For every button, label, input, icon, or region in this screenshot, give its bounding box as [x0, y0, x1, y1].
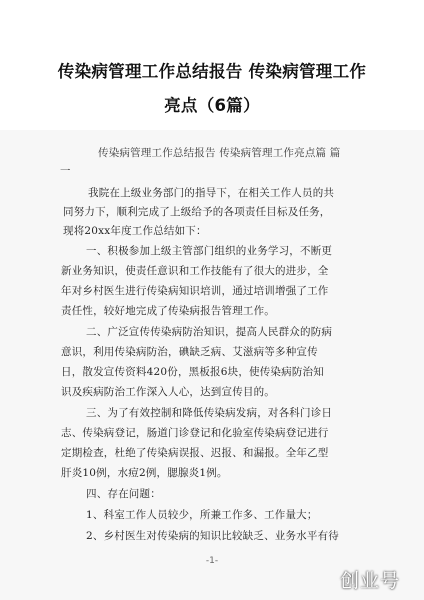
paragraph-line: 志、传染病登记，肠道门诊登记和化验室传染病登记进行 — [61, 427, 329, 439]
paragraph-line: 一、积极参加上级主管部门组织的业务学习，不断更 — [86, 245, 333, 257]
document-heading: 传染病管理工作总结报告 传染病管理工作亮点篇 篇 — [98, 147, 341, 159]
paragraph-line: 年对乡村医生进行传染病知识培训，通过培训增强了工作 — [61, 285, 329, 297]
page-title: 传染病管理工作总结报告 传染病管理工作 — [57, 62, 367, 81]
paragraph-line: 现将20xx年度工作总结如下： — [63, 225, 207, 237]
paragraph-line: 2、乡村医生对传染病的知识比较缺乏、业务水平有待 — [86, 530, 339, 542]
paragraph-line: 意识，利用传染病防治，碘缺乏病、艾滋病等多种宣传 — [61, 346, 318, 358]
page-number: -1- — [205, 556, 219, 566]
paragraph-line: 同努力下，顺利完成了上级给予的各项责任目标及任务， — [63, 206, 331, 218]
paragraph-line: 定期检查，杜绝了传染病误报、迟报、和漏报。全年乙型 — [61, 447, 329, 459]
paragraph-line: 责任性，较好地完成了传染病报告管理工作。 — [61, 305, 275, 317]
page-subtitle: 亮点（6篇） — [164, 96, 260, 115]
paragraph-line: 识及疾病防治工作深入人心，达到宣传目的。 — [61, 386, 275, 398]
paragraph-line: 新业务知识，使责任意识和工作技能有了很大的进步，全 — [61, 265, 329, 277]
paragraph-line: 我院在上级业务部门的指导下，在相关工作人员的共 — [88, 187, 335, 199]
document-heading-continued: 一 — [60, 165, 71, 177]
paragraph-line: 四、存在问题： — [86, 488, 161, 500]
watermark-logo: 创业号 — [340, 570, 401, 592]
paragraph-line: 二、广泛宣传传染病防治知识，提高人民群众的防病 — [86, 326, 333, 338]
paragraph-line: 三、为了有效控制和降低传染病发病，对各科门诊日 — [86, 407, 333, 419]
paragraph-line: 日，散发宣传资料420份，黑板报6块，使传染病防治知 — [61, 366, 324, 378]
paragraph-line: 1、科室工作人员较少，所兼工作多、工作量大； — [86, 509, 318, 521]
paragraph-line: 肝炎10例，水痘2例，腮腺炎1例。 — [61, 467, 228, 479]
